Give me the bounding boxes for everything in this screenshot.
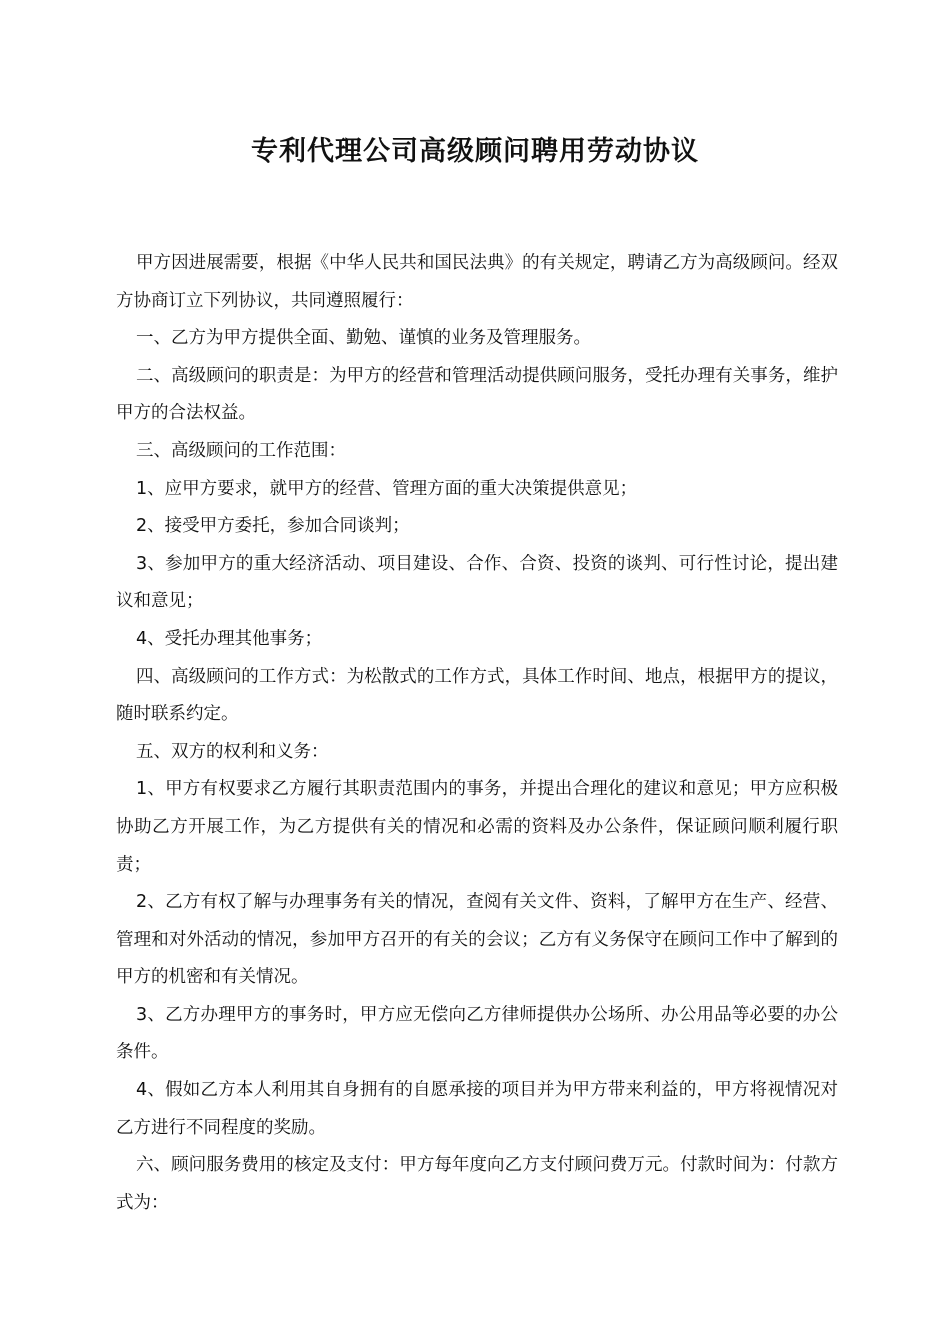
paragraph-clause-3-item-3: 3、参加甲方的重大经济活动、项目建设、合作、合资、投资的谈判、可行性讨论，提出建议和意见；	[116, 553, 838, 612]
paragraph-clause-6: 六、顾问服务费用的核定及支付：甲方每年度向乙方支付顾问费万元。付款时间为：付款方式为：	[116, 1155, 838, 1213]
document-body	[116, 245, 838, 1222]
paragraph-clause-1: 一、乙方为甲方提供全面、勤勉、谨慎的业务及管理服务。	[136, 328, 591, 349]
paragraph-intro: 甲方因进展需要，根据《中华人民共和国民法典》的有关规定，聘请乙方为高级顾问。经双方协商订立下列协议，共同遵照履行：	[116, 253, 838, 311]
paragraph-clause-5-item-2: 2、乙方有权了解与办理事务有关的情况，查阅有关文件、资料，了解甲方在生产、经营、管理和对外活动的情况，参加甲方召开的有关的会议；乙方有义务保守在顾问工作中了解到的甲方的机密和有关情况。	[116, 892, 838, 988]
paragraph-clause-3: 三、高级顾问的工作范围：	[136, 440, 346, 461]
paragraph-clause-3-item-1: 1、应甲方要求，就甲方的经营、管理方面的重大决策提供意见；	[136, 478, 638, 499]
paragraph-clause-4: 四、高级顾问的工作方式：为松散式的工作方式，具体工作时间、地点，根据甲方的提议，随时联系约定。	[116, 666, 838, 725]
paragraph-clause-5-item-4: 4、假如乙方本人利用其自身拥有的自愿承接的项目并为甲方带来利益的，甲方将视情况对乙方进行不同程度的奖励。	[116, 1080, 838, 1138]
paragraph-clause-5: 五、双方的权利和义务：	[136, 741, 329, 762]
paragraph-clause-3-item-2: 2、接受甲方委托，参加合同谈判；	[136, 516, 410, 537]
paragraph-clause-2: 二、高级顾问的职责是：为甲方的经营和管理活动提供顾问服务，受托办理有关事务，维护甲方的合法权益。	[116, 365, 838, 424]
document-title: 专利代理公司高级顾问聘用劳动协议	[251, 136, 699, 167]
paragraph-clause-5-item-3: 3、乙方办理甲方的事务时，甲方应无偿向乙方律师提供办公场所、办公用品等必要的办公条件。	[116, 1004, 838, 1063]
paragraph-clause-5-item-1: 1、甲方有权要求乙方履行其职责范围内的事务，并提出合理化的建议和意见；甲方应积极协助乙方开展工作，为乙方提供有关的情况和必需的资料及办公条件，保证顾问顺利履行职责；	[116, 779, 838, 875]
paragraph-clause-3-item-4: 4、受托办理其他事务；	[136, 628, 323, 649]
